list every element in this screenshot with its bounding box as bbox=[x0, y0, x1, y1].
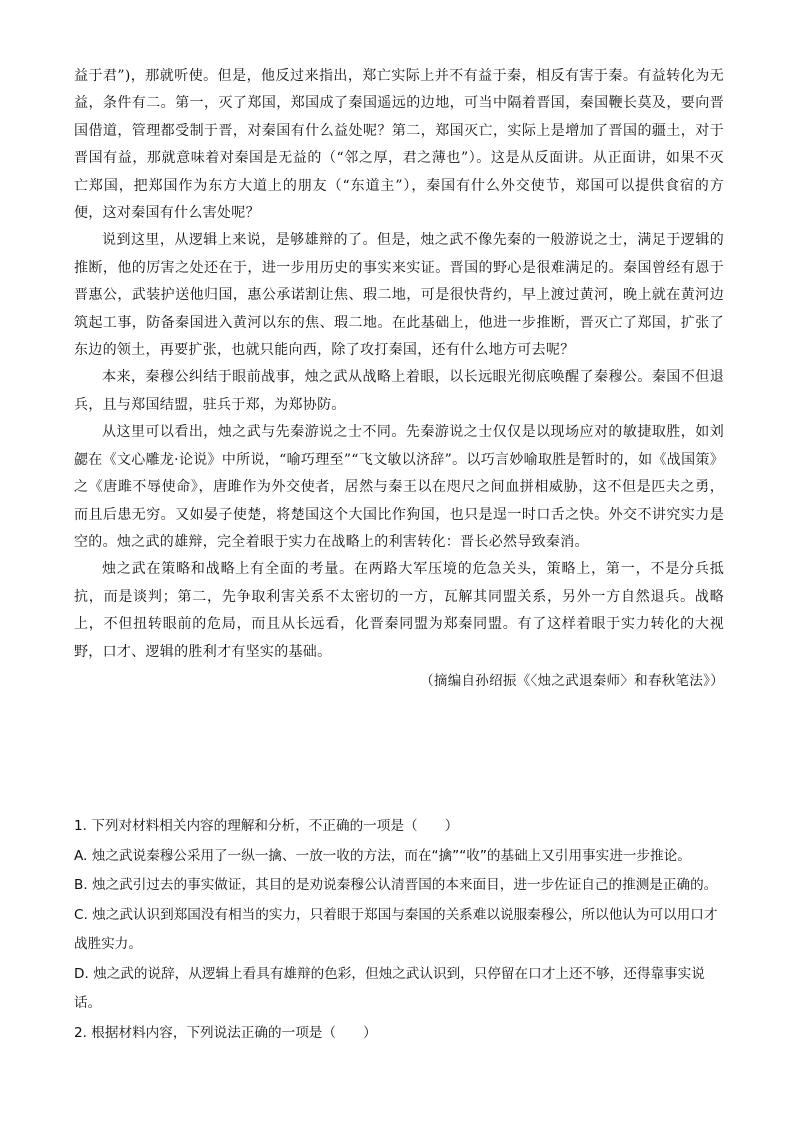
question-1-option-a: A. 烛之武说秦穆公采用了一纵一擒、一放一收的方法，而在“擒”“收”的基础上又引用事实进一步推论。 bbox=[74, 847, 691, 864]
passage-paragraph-4: 从这里可以看出，烛之武与先秦游说之士不同。先秦游说之士仅仅是以现场应对的敏捷取胜，如刘勰在《文心雕龙·论说》中所说，“喻巧理至”“飞文敏以济辞”。以巧言妙喻取胜是暂时的，如《战国策》之《唐雎不辱使命》，唐雎作为外交使者，居然与秦王以在咫尺之间血拼相威胁，这不但是匹夫之勇，而且后患无穷。又如晏子使楚，将楚国这个大国比作狗国，也只是逞一时口舌之快。外交不讲究实力是空的。烛之武的雄辩，完全着眼于实力在战略上的利害转化：晋长必然导致秦消。 bbox=[74, 424, 724, 550]
question-2 bbox=[74, 1019, 726, 1049]
question-1-option-b: B. 烛之武引过去的事实做证，其目的是劝说秦穆公认清晋国的本来面目，进一步佐证自己的推测是正确的。 bbox=[74, 877, 718, 893]
passage-paragraph-2: 说到这里，从逻辑上来说，是够雄辩的了。但是，烛之武不像先秦的一般游说之士，满足于逻辑的推断，他的厉害之处还在于，进一步用历史的事实来实证。晋国的野心是很难满足的。秦国曾经有恩于晋惠公，武装护送他归国，惠公承诺割让焦、瑕二地，可是很快背约，早上渡过黄河，晚上就在黄河边筑起工事，防备秦国进入黄河以东的焦、瑕二地。在此基础上，他进一步推断，晋灭亡了郑国，扩张了东边的领土，再要扩张，也就只能向西，除了攻打秦国，还有什么地方可去呢？ bbox=[74, 232, 724, 359]
reading-passage bbox=[74, 63, 724, 695]
question-1-option-c: C. 烛之武认识到郑国没有相当的实力，只着眼于郑国与秦国的关系难以说服秦穆公，所以他认为可以用口才战胜实力。 bbox=[74, 906, 718, 952]
question-section bbox=[74, 812, 726, 1048]
question-2-stem: 2. 根据材料内容，下列说法正确的一项是（ ） bbox=[74, 1024, 377, 1041]
question-1-stem: 1. 下列对材料相关内容的理解和分析，不正确的一项是（ ） bbox=[74, 818, 459, 834]
passage-paragraph-1: 益于君”)，那就听使。但是，他反过来指出，郑亡实际上并不有益于秦，相反有害于秦。有益转化为无益，条件有二。第一，灭了郑国，郑国成了秦国遥远的边地，可当中隔着晋国，秦国鞭长莫及，要向晋国借道，管理都受制于晋，对秦国有什么益处呢？第二，郑国灭亡，实际上是增加了晋国的疆土，对于晋国有益，那就意味着对秦国是无益的（“邻之厚，君之薄也”）。这是从反面讲。从正面讲，如果不灭亡郑国，把郑国作为东方大道上的朋友（“东道主”），秦国有什么外交使节，郑国可以提供食宿的方便，这对秦国有什么害处呢？ bbox=[74, 68, 724, 222]
passage-source: （摘编自孙绍振《〈烛之武退秦师〉和春秋笔法》） bbox=[420, 672, 724, 689]
passage-paragraph-5: 烛之武在策略和战略上有全面的考量。在两路大军压境的危急关头，策略上，第一，不是分兵抵抗，而是谈判；第二，先争取利害关系不太密切的一方，瓦解其同盟关系，另外一方自然退兵。战略上，不但扭转眼前的危局，而且从长远看，化晋秦同盟为郑秦同盟。有了这样着眼于实力转化的大视野，口才、逻辑的胜利才有坚实的基础。 bbox=[74, 561, 724, 660]
question-1 bbox=[74, 812, 726, 1019]
passage-paragraph-3: 本来，秦穆公纠结于眼前战事，烛之武从战略上着眼，以长远眼光彻底唤醒了秦穆公。秦国不但退兵，且与郑国结盟，驻兵于郑，为郑协防。 bbox=[74, 369, 724, 413]
question-1-option-d: D. 烛之武的说辞，从逻辑上看具有雄辩的色彩，但烛之武认识到，只停留在口才上还不够，还得靠事实说话。 bbox=[74, 965, 705, 1011]
